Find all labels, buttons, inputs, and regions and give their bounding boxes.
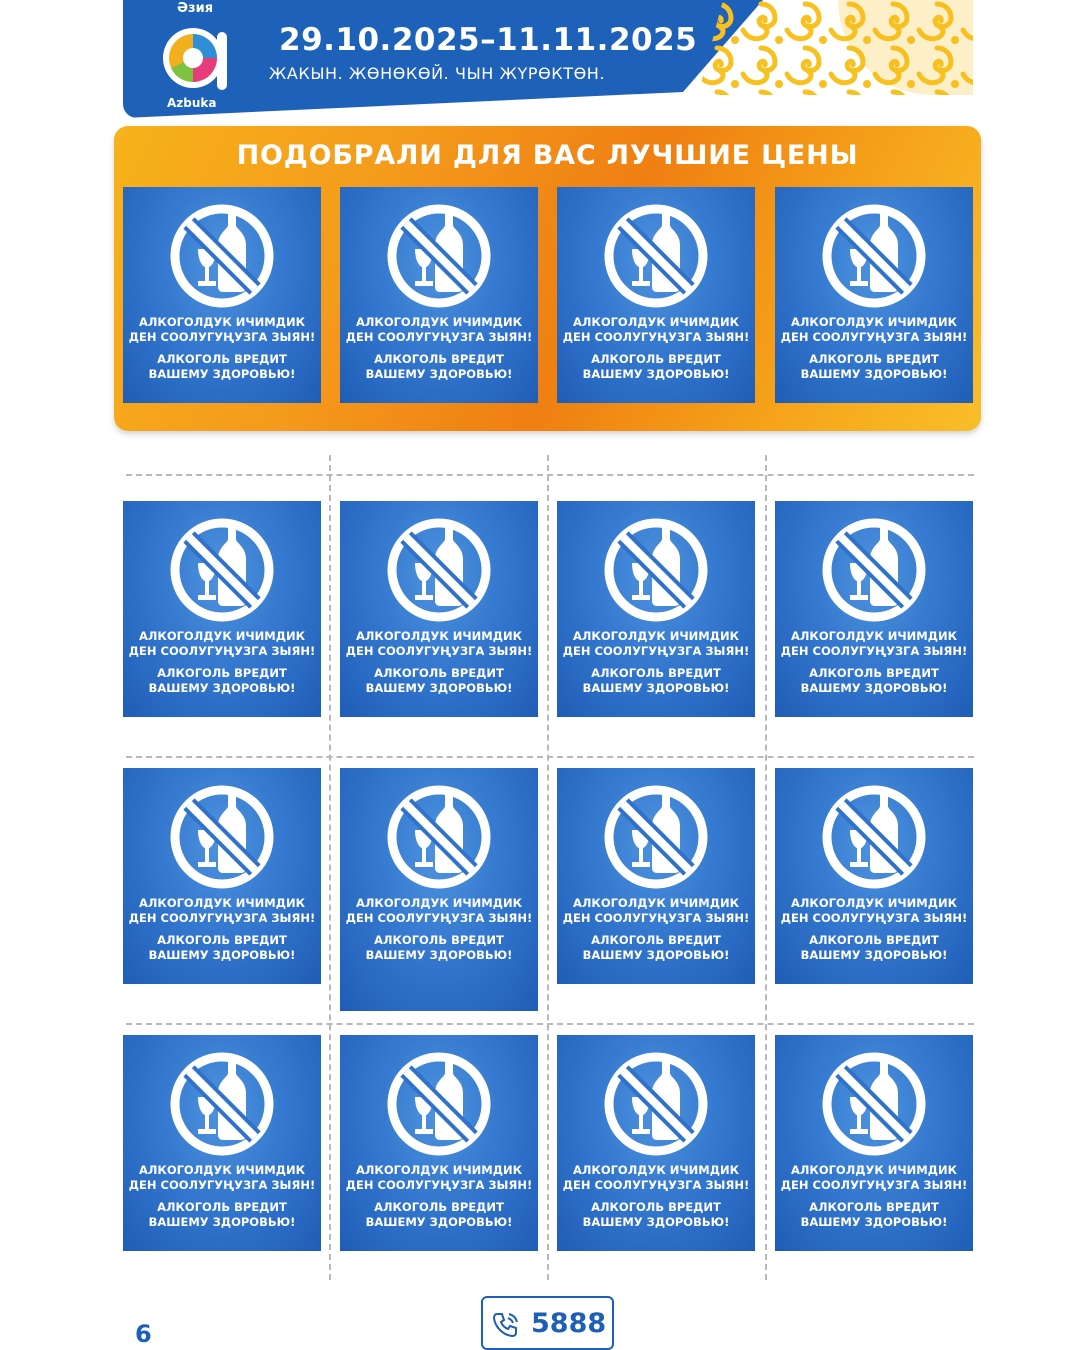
alcohol-warning-tile xyxy=(557,768,755,984)
warning-kg-line-2: ДЕН СООЛУГУҢУЗГА ЗЫЯН! xyxy=(128,330,316,344)
alcohol-warning-tile xyxy=(775,501,973,717)
warning-kg-line-1: АЛКОГОЛДУК ИЧИМДИК xyxy=(355,629,523,643)
warning-kg-line-1: АЛКОГОЛДУК ИЧИМДИК xyxy=(790,629,958,643)
brand-top-text: Әзия xyxy=(177,1,214,16)
warning-kg-line-1: АЛКОГОЛДУК ИЧИМДИК xyxy=(572,629,740,643)
azbuka-logo xyxy=(159,0,239,116)
warning-ru-line-2: ВАШЕМУ ЗДОРОВЬЮ! xyxy=(148,1215,296,1229)
warning-kg-line-1: АЛКОГОЛДУК ИЧИМДИК xyxy=(138,315,306,329)
alcohol-warning-tile xyxy=(775,1035,973,1251)
warning-kg-line-2: ДЕН СООЛУГУҢУЗГА ЗЫЯН! xyxy=(780,1178,968,1192)
warning-kg-line-2: ДЕН СООЛУГУҢУЗГА ЗЫЯН! xyxy=(128,911,316,925)
warning-kg-line-1: АЛКОГОЛДУК ИЧИМДИК xyxy=(355,315,523,329)
no-alcohol-icon xyxy=(819,201,929,311)
promo-dates: 29.10.2025–11.11.2025 xyxy=(279,22,698,58)
no-alcohol-icon xyxy=(384,782,494,892)
warning-ru-line-1: АЛКОГОЛЬ ВРЕДИТ xyxy=(591,666,721,680)
warning-ru-line-1: АЛКОГОЛЬ ВРЕДИТ xyxy=(157,933,287,947)
no-alcohol-icon xyxy=(167,515,277,625)
no-alcohol-icon xyxy=(819,1049,929,1159)
warning-kg-line-1: АЛКОГОЛДУК ИЧИМДИК xyxy=(138,629,306,643)
warning-kg-line-1: АЛКОГОЛДУК ИЧИМДИК xyxy=(138,896,306,910)
warning-ru-line-1: АЛКОГОЛЬ ВРЕДИТ xyxy=(591,352,721,366)
alcohol-warning-tile xyxy=(775,768,973,984)
warning-ru-line-1: АЛКОГОЛЬ ВРЕДИТ xyxy=(157,666,287,680)
no-alcohol-icon xyxy=(167,1049,277,1159)
warning-kg-line-2: ДЕН СООЛУГУҢУЗГА ЗЫЯН! xyxy=(128,644,316,658)
warning-ru-line-1: АЛКОГОЛЬ ВРЕДИТ xyxy=(374,666,504,680)
alcohol-warning-tile xyxy=(340,768,538,1011)
alcohol-warning-tile xyxy=(557,501,755,717)
no-alcohol-icon xyxy=(384,201,494,311)
no-alcohol-icon xyxy=(601,1049,711,1159)
hotline-number[interactable]: 5888 xyxy=(531,1308,607,1339)
logo-mark-icon xyxy=(159,16,235,96)
warning-ru-line-2: ВАШЕМУ ЗДОРОВЬЮ! xyxy=(800,1215,948,1229)
warning-kg-line-1: АЛКОГОЛДУК ИЧИМДИК xyxy=(138,1163,306,1177)
warning-kg-line-2: ДЕН СООЛУГУҢУЗГА ЗЫЯН! xyxy=(345,1178,533,1192)
warning-ru-line-2: ВАШЕМУ ЗДОРОВЬЮ! xyxy=(582,681,730,695)
warning-ru-line-2: ВАШЕМУ ЗДОРОВЬЮ! xyxy=(365,681,513,695)
cut-line xyxy=(126,756,974,758)
warning-kg-line-1: АЛКОГОЛДУК ИЧИМДИК xyxy=(355,1163,523,1177)
warning-kg-line-1: АЛКОГОЛДУК ИЧИМДИК xyxy=(572,896,740,910)
cut-line xyxy=(765,455,767,1280)
warning-ru-line-1: АЛКОГОЛЬ ВРЕДИТ xyxy=(809,666,939,680)
alcohol-warning-tile xyxy=(123,501,321,717)
page-number: 6 xyxy=(135,1320,152,1348)
header-background xyxy=(123,0,973,118)
alcohol-warning-tile xyxy=(557,1035,755,1251)
warning-ru-line-2: ВАШЕМУ ЗДОРОВЬЮ! xyxy=(800,367,948,381)
warning-kg-line-2: ДЕН СООЛУГУҢУЗГА ЗЫЯН! xyxy=(562,644,750,658)
warning-ru-line-1: АЛКОГОЛЬ ВРЕДИТ xyxy=(809,933,939,947)
alcohol-warning-tile xyxy=(775,187,973,403)
warning-ru-line-2: ВАШЕМУ ЗДОРОВЬЮ! xyxy=(148,367,296,381)
warning-ru-line-2: ВАШЕМУ ЗДОРОВЬЮ! xyxy=(148,681,296,695)
warning-kg-line-1: АЛКОГОЛДУК ИЧИМДИК xyxy=(572,315,740,329)
warning-kg-line-2: ДЕН СООЛУГУҢУЗГА ЗЫЯН! xyxy=(780,330,968,344)
warning-ru-line-2: ВАШЕМУ ЗДОРОВЬЮ! xyxy=(582,948,730,962)
warning-ru-line-2: ВАШЕМУ ЗДОРОВЬЮ! xyxy=(365,367,513,381)
warning-kg-line-2: ДЕН СООЛУГУҢУЗГА ЗЫЯН! xyxy=(128,1178,316,1192)
warning-ru-line-1: АЛКОГОЛЬ ВРЕДИТ xyxy=(591,933,721,947)
no-alcohol-icon xyxy=(167,201,277,311)
warning-kg-line-1: АЛКОГОЛДУК ИЧИМДИК xyxy=(790,896,958,910)
warning-ru-line-2: ВАШЕМУ ЗДОРОВЬЮ! xyxy=(800,681,948,695)
no-alcohol-icon xyxy=(601,782,711,892)
warning-kg-line-1: АЛКОГОЛДУК ИЧИМДИК xyxy=(790,1163,958,1177)
warning-ru-line-1: АЛКОГОЛЬ ВРЕДИТ xyxy=(157,1200,287,1214)
warning-kg-line-2: ДЕН СООЛУГУҢУЗГА ЗЫЯН! xyxy=(345,911,533,925)
no-alcohol-icon xyxy=(167,782,277,892)
warning-ru-line-1: АЛКОГОЛЬ ВРЕДИТ xyxy=(374,933,504,947)
warning-ru-line-1: АЛКОГОЛЬ ВРЕДИТ xyxy=(809,1200,939,1214)
no-alcohol-icon xyxy=(384,1049,494,1159)
cut-line xyxy=(126,1023,974,1025)
warning-ru-line-2: ВАШЕМУ ЗДОРОВЬЮ! xyxy=(582,367,730,381)
cut-line xyxy=(547,455,549,1280)
promo-title: ПОДОБРАЛИ ДЛЯ ВАС ЛУЧШИЕ ЦЕНЫ xyxy=(236,140,859,171)
warning-ru-line-1: АЛКОГОЛЬ ВРЕДИТ xyxy=(809,352,939,366)
warning-kg-line-2: ДЕН СООЛУГУҢУЗГА ЗЫЯН! xyxy=(345,330,533,344)
warning-ru-line-2: ВАШЕМУ ЗДОРОВЬЮ! xyxy=(800,948,948,962)
no-alcohol-icon xyxy=(601,201,711,311)
header-banner xyxy=(123,0,973,118)
slogan: ЖАКЫН. ЖӨНӨКӨЙ. ЧЫН ЖҮРӨКТӨН. xyxy=(269,64,606,83)
warning-ru-line-1: АЛКОГОЛЬ ВРЕДИТ xyxy=(591,1200,721,1214)
warning-kg-line-2: ДЕН СООЛУГУҢУЗГА ЗЫЯН! xyxy=(345,644,533,658)
warning-ru-line-2: ВАШЕМУ ЗДОРОВЬЮ! xyxy=(148,948,296,962)
warning-kg-line-1: АЛКОГОЛДУК ИЧИМДИК xyxy=(790,315,958,329)
warning-kg-line-2: ДЕН СООЛУГУҢУЗГА ЗЫЯН! xyxy=(562,1178,750,1192)
alcohol-warning-tile xyxy=(123,768,321,984)
cut-line xyxy=(126,474,974,476)
no-alcohol-icon xyxy=(819,782,929,892)
warning-kg-line-2: ДЕН СООЛУГУҢУЗГА ЗЫЯН! xyxy=(780,644,968,658)
warning-ru-line-2: ВАШЕМУ ЗДОРОВЬЮ! xyxy=(582,1215,730,1229)
warning-ru-line-2: ВАШЕМУ ЗДОРОВЬЮ! xyxy=(365,948,513,962)
phone-icon xyxy=(491,1311,521,1339)
no-alcohol-icon xyxy=(819,515,929,625)
cut-line xyxy=(329,455,331,1280)
warning-kg-line-2: ДЕН СООЛУГУҢУЗГА ЗЫЯН! xyxy=(562,911,750,925)
warning-ru-line-2: ВАШЕМУ ЗДОРОВЬЮ! xyxy=(365,1215,513,1229)
warning-kg-line-2: ДЕН СООЛУГУҢУЗГА ЗЫЯН! xyxy=(780,911,968,925)
warning-kg-line-2: ДЕН СООЛУГУҢУЗГА ЗЫЯН! xyxy=(562,330,750,344)
no-alcohol-icon xyxy=(601,515,711,625)
alcohol-warning-tile xyxy=(123,1035,321,1251)
warning-ru-line-1: АЛКОГОЛЬ ВРЕДИТ xyxy=(374,352,504,366)
warning-ru-line-1: АЛКОГОЛЬ ВРЕДИТ xyxy=(157,352,287,366)
brand-bottom-text: Azbuka xyxy=(167,96,217,110)
warning-kg-line-1: АЛКОГОЛДУК ИЧИМДИК xyxy=(572,1163,740,1177)
alcohol-warning-tile xyxy=(123,187,321,403)
warning-ru-line-1: АЛКОГОЛЬ ВРЕДИТ xyxy=(374,1200,504,1214)
alcohol-warning-tile xyxy=(340,1035,538,1251)
no-alcohol-icon xyxy=(384,515,494,625)
hotline-box[interactable] xyxy=(481,1296,614,1350)
alcohol-warning-tile xyxy=(557,187,755,403)
alcohol-warning-tile xyxy=(340,501,538,717)
warning-kg-line-1: АЛКОГОЛДУК ИЧИМДИК xyxy=(355,896,523,910)
alcohol-warning-tile xyxy=(340,187,538,403)
